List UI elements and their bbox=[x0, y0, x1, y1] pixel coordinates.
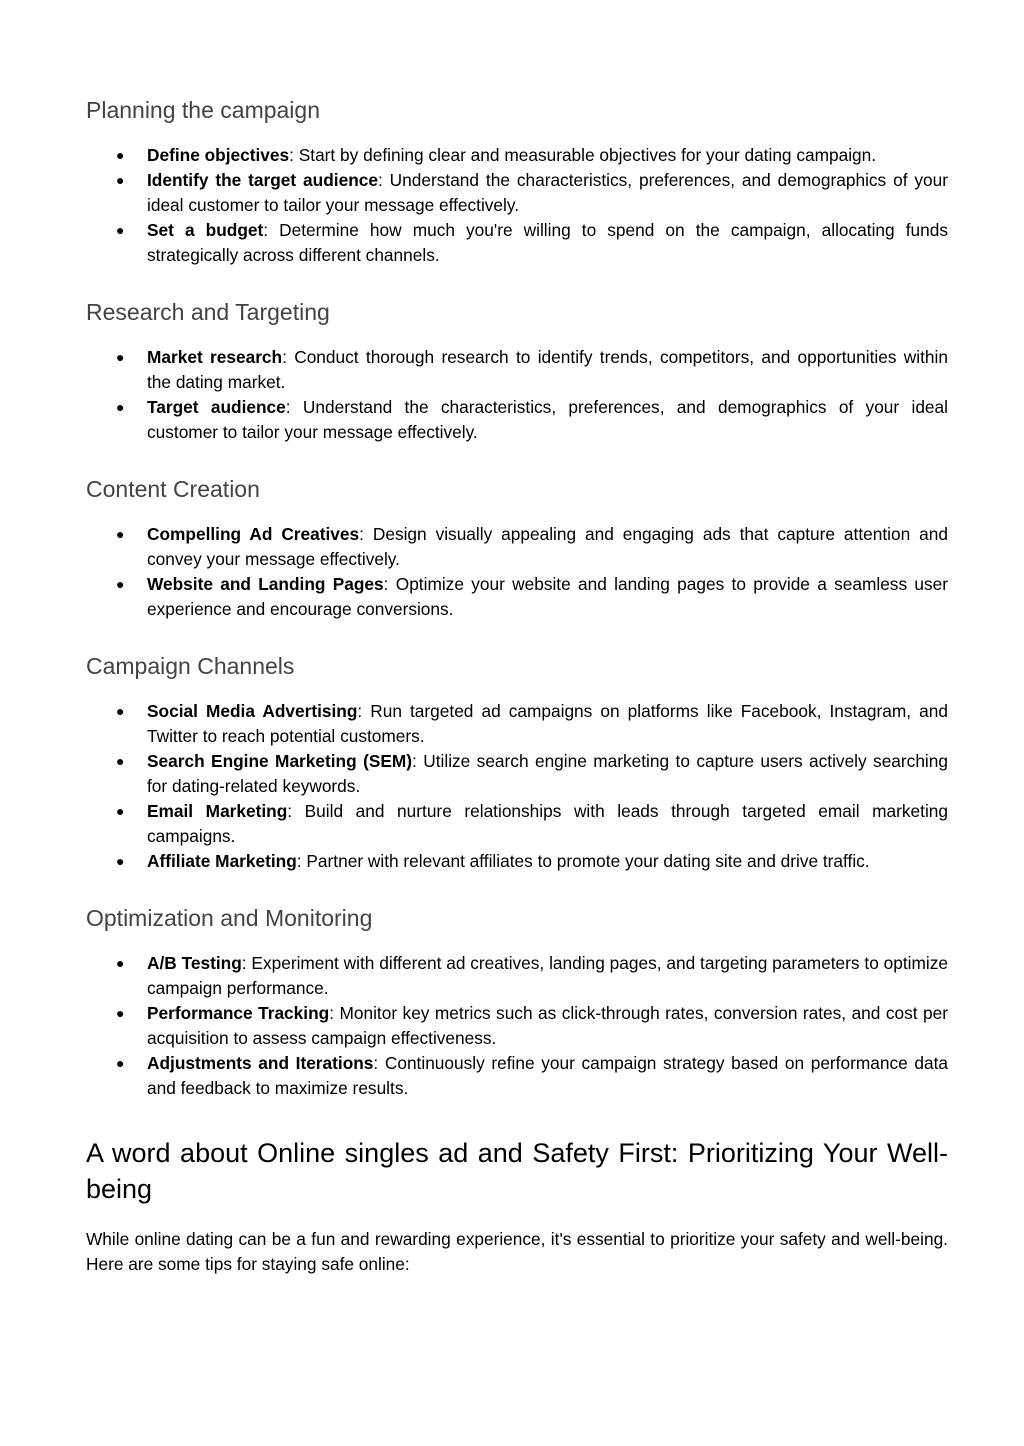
list-item bbox=[86, 168, 948, 218]
list-item bbox=[86, 395, 948, 445]
item-text: : Build and nurture relationships with leads through targeted email marketing campaigns. bbox=[147, 801, 949, 846]
item-term: Social Media Advertising bbox=[147, 701, 358, 721]
bullet-icon: ● bbox=[116, 753, 125, 769]
bullet-icon: ● bbox=[116, 172, 125, 188]
item-term: Compelling Ad Creatives bbox=[147, 524, 360, 544]
item-text: : Optimize your website and landing pages to provide a seamless user experience and encourage conversions. bbox=[147, 574, 949, 619]
list-item bbox=[86, 345, 948, 395]
document-page bbox=[86, 94, 948, 1277]
list-item bbox=[86, 951, 948, 1001]
list-item bbox=[86, 522, 948, 572]
item-term: A/B Testing bbox=[147, 953, 242, 973]
bullet-icon: ● bbox=[116, 222, 125, 238]
item-term: Market research bbox=[147, 347, 283, 367]
bullet-icon: ● bbox=[116, 1005, 125, 1021]
item-text: : Start by defining clear and measurable objectives for your dating campaign. bbox=[289, 145, 877, 165]
item-term: Website and Landing Pages bbox=[147, 574, 384, 594]
bullet-list bbox=[86, 699, 948, 874]
item-text: : Partner with relevant affiliates to promote your dating site and drive traffic. bbox=[296, 851, 870, 871]
item-term: Define objectives bbox=[147, 145, 290, 165]
item-text: : Design visually appealing and engaging ads that capture attention and convey your message effectively. bbox=[147, 524, 948, 569]
item-text: : Understand the characteristics, preferences, and demographics of your ideal customer to tailor your message effectively. bbox=[147, 397, 948, 442]
item-text: : Run targeted ad campaigns on platforms like Facebook, Instagram, and Twitter to reach potential customers. bbox=[147, 701, 948, 746]
item-text: : Determine how much you're willing to spend on the campaign, allocating funds strategically across different channels. bbox=[147, 220, 948, 265]
item-term: Identify the target audience bbox=[147, 170, 378, 190]
item-text: : Experiment with different ad creatives, landing pages, and targeting parameters to optimize campaign performance. bbox=[147, 953, 948, 998]
item-term: Affiliate Marketing bbox=[147, 851, 297, 871]
safety-heading: A word about Online singles ad and Safety First: Prioritizing Your Well-being bbox=[86, 1138, 948, 1204]
list-item bbox=[86, 1001, 948, 1051]
item-term: Search Engine Marketing (SEM) bbox=[147, 751, 413, 771]
item-text: : Continuously refine your campaign strategy based on performance data and feedback to maximize results. bbox=[147, 1053, 948, 1098]
safety-paragraph: While online dating can be a fun and rewarding experience, it's essential to prioritize your safety and well-being. Here are some tips for staying safe online: bbox=[86, 1229, 948, 1274]
section-heading: Content Creation bbox=[86, 476, 260, 502]
item-term: Target audience bbox=[147, 397, 286, 417]
bullet-icon: ● bbox=[116, 526, 125, 542]
section-heading: Optimization and Monitoring bbox=[86, 905, 373, 931]
item-term: Adjustments and Iterations bbox=[147, 1053, 374, 1073]
item-term: Set a budget bbox=[147, 220, 264, 240]
bullet-icon: ● bbox=[116, 955, 125, 971]
bullet-icon: ● bbox=[116, 1055, 125, 1071]
list-item bbox=[86, 143, 948, 168]
item-text: : Conduct thorough research to identify trends, competitors, and opportunities within the dating market. bbox=[147, 347, 948, 392]
bullet-icon: ● bbox=[116, 576, 125, 592]
bullet-icon: ● bbox=[116, 399, 125, 415]
item-text: : Utilize search engine marketing to capture users actively searching for dating-related keywords. bbox=[147, 751, 948, 796]
bullet-icon: ● bbox=[116, 853, 125, 869]
bullet-list bbox=[86, 522, 948, 622]
list-item bbox=[86, 218, 948, 268]
list-item bbox=[86, 749, 948, 799]
section-heading: Planning the campaign bbox=[86, 97, 320, 123]
item-text: : Monitor key metrics such as click-through rates, conversion rates, and cost per acquisition to assess campaign effectiveness. bbox=[147, 1003, 949, 1048]
list-item bbox=[86, 1051, 948, 1101]
item-term: Email Marketing bbox=[147, 801, 288, 821]
bullet-icon: ● bbox=[116, 803, 125, 819]
section-heading: Campaign Channels bbox=[86, 653, 295, 679]
list-item bbox=[86, 849, 948, 874]
bullet-list bbox=[86, 345, 948, 445]
bullet-list bbox=[86, 951, 948, 1101]
bullet-icon: ● bbox=[116, 703, 125, 719]
item-text: : Understand the characteristics, preferences, and demographics of your ideal customer to tailor your message effectively. bbox=[147, 170, 948, 215]
item-term: Performance Tracking bbox=[147, 1003, 330, 1023]
bullet-icon: ● bbox=[116, 349, 125, 365]
list-item bbox=[86, 799, 948, 849]
section-heading: Research and Targeting bbox=[86, 299, 330, 325]
bullet-icon: ● bbox=[116, 147, 125, 163]
list-item bbox=[86, 699, 948, 749]
bullet-list bbox=[86, 143, 948, 268]
list-item bbox=[86, 572, 948, 622]
